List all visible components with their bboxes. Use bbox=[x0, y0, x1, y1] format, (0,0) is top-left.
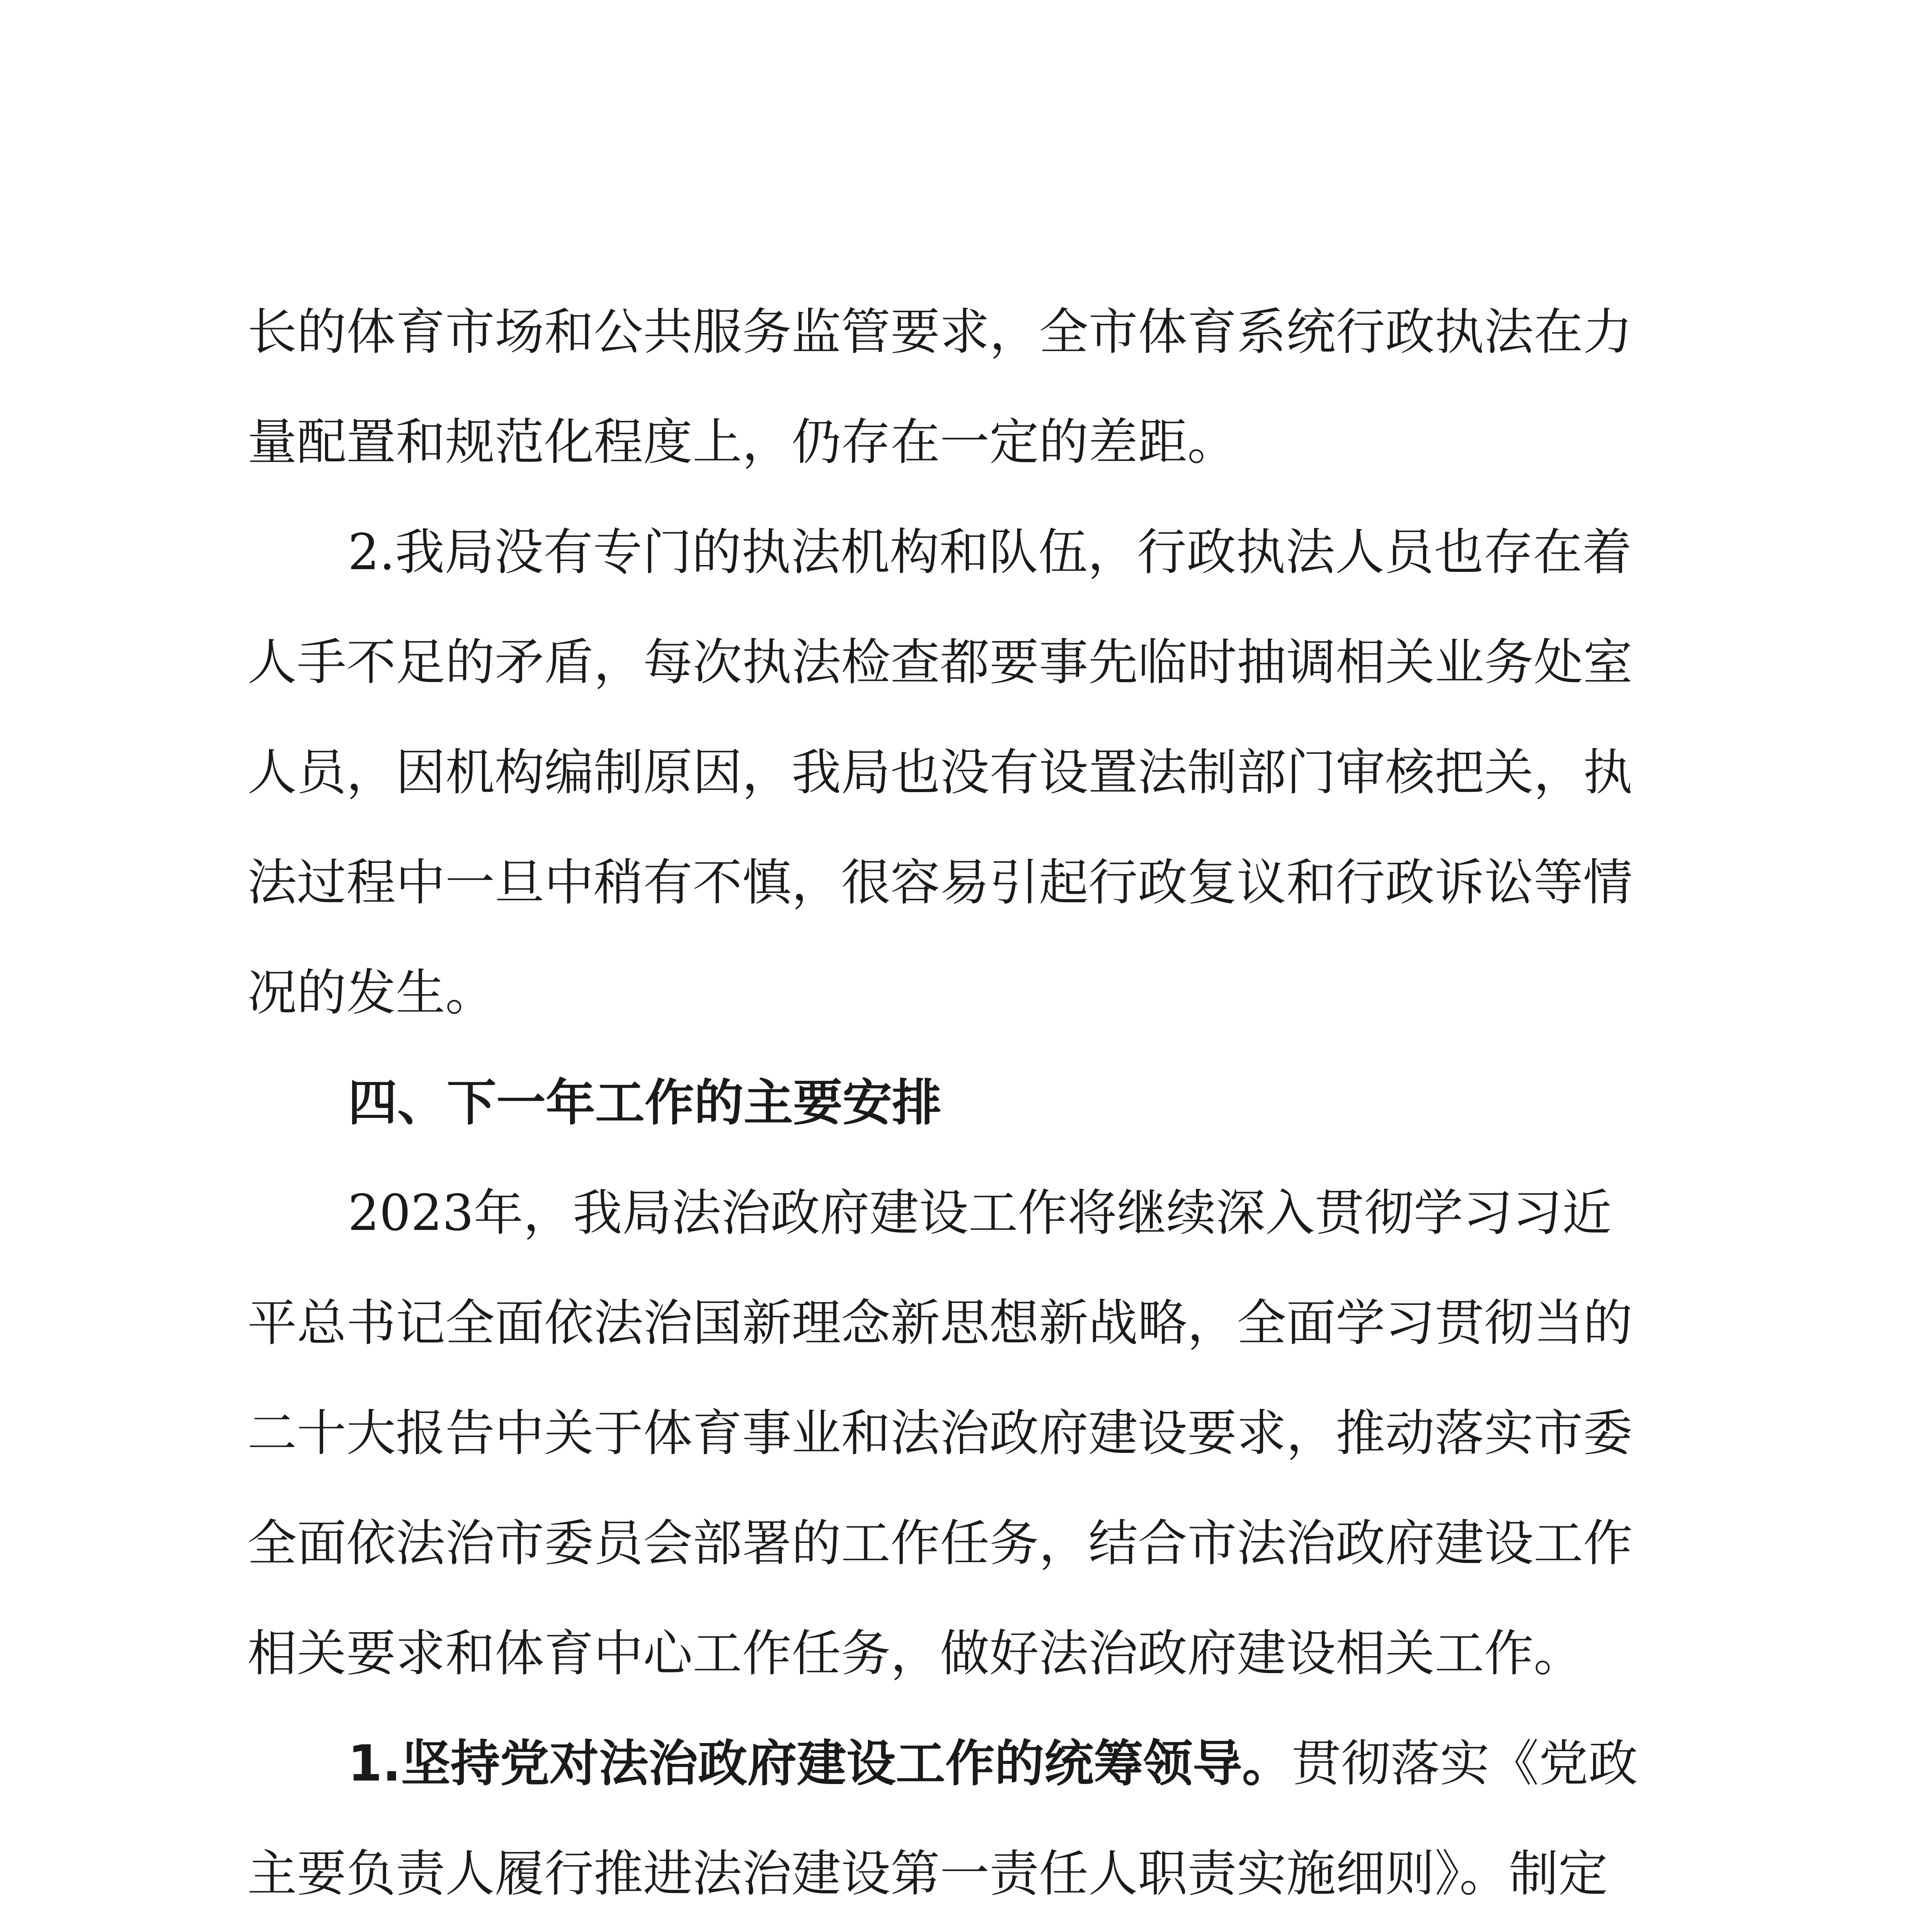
para-3-line-4: 全面依法治市委员会部署的工作任务，结合市法治政府建设工作 bbox=[247, 1515, 1633, 1572]
para-4-line-1-rest: 贯彻落实《党政 bbox=[1291, 1735, 1638, 1793]
para-1-line-1: 长的体育市场和公共服务监管要求，全市体育系统行政执法在力 bbox=[247, 303, 1633, 361]
para-2-line-2: 人手不足的矛盾，每次执法检查都要事先临时抽调相关业务处室 bbox=[247, 634, 1633, 691]
para-2-line-4: 法过程中一旦中稍有不慎，很容易引起行政复议和行政诉讼等情 bbox=[247, 854, 1633, 912]
section-heading-4: 四、下一年工作的主要安排 bbox=[348, 1074, 942, 1132]
para-4-line-2: 主要负责人履行推进法治建设第一责任人职责实施细则》。制定 bbox=[247, 1845, 1608, 1903]
para-2-line-5: 况的发生。 bbox=[247, 964, 495, 1022]
para-3-line-1: 2023年，我局法治政府建设工作将继续深入贯彻学习习近 bbox=[348, 1184, 1612, 1242]
para-1-line-2: 量配置和规范化程度上，仍存在一定的差距。 bbox=[247, 413, 1237, 471]
para-3-line-2: 平总书记全面依法治国新理念新思想新战略，全面学习贯彻当的 bbox=[247, 1294, 1633, 1352]
para-4-line-1 bbox=[348, 1733, 1638, 1795]
para-4-lead: 1.坚持党对法治政府建设工作的统筹领导。 bbox=[348, 1735, 1292, 1793]
para-2-line-3: 人员，因机构编制原因，我局也没有设置法制部门审核把关，执 bbox=[247, 744, 1633, 801]
para-3-line-3: 二十大报告中关于体育事业和法治政府建设要求，推动落实市委 bbox=[247, 1405, 1633, 1462]
para-3-line-5: 相关要求和体育中心工作任务，做好法治政府建设相关工作。 bbox=[247, 1625, 1583, 1682]
para-2-line-1: 2.我局没有专门的执法机构和队伍，行政执法人员也存在着 bbox=[348, 524, 1632, 581]
